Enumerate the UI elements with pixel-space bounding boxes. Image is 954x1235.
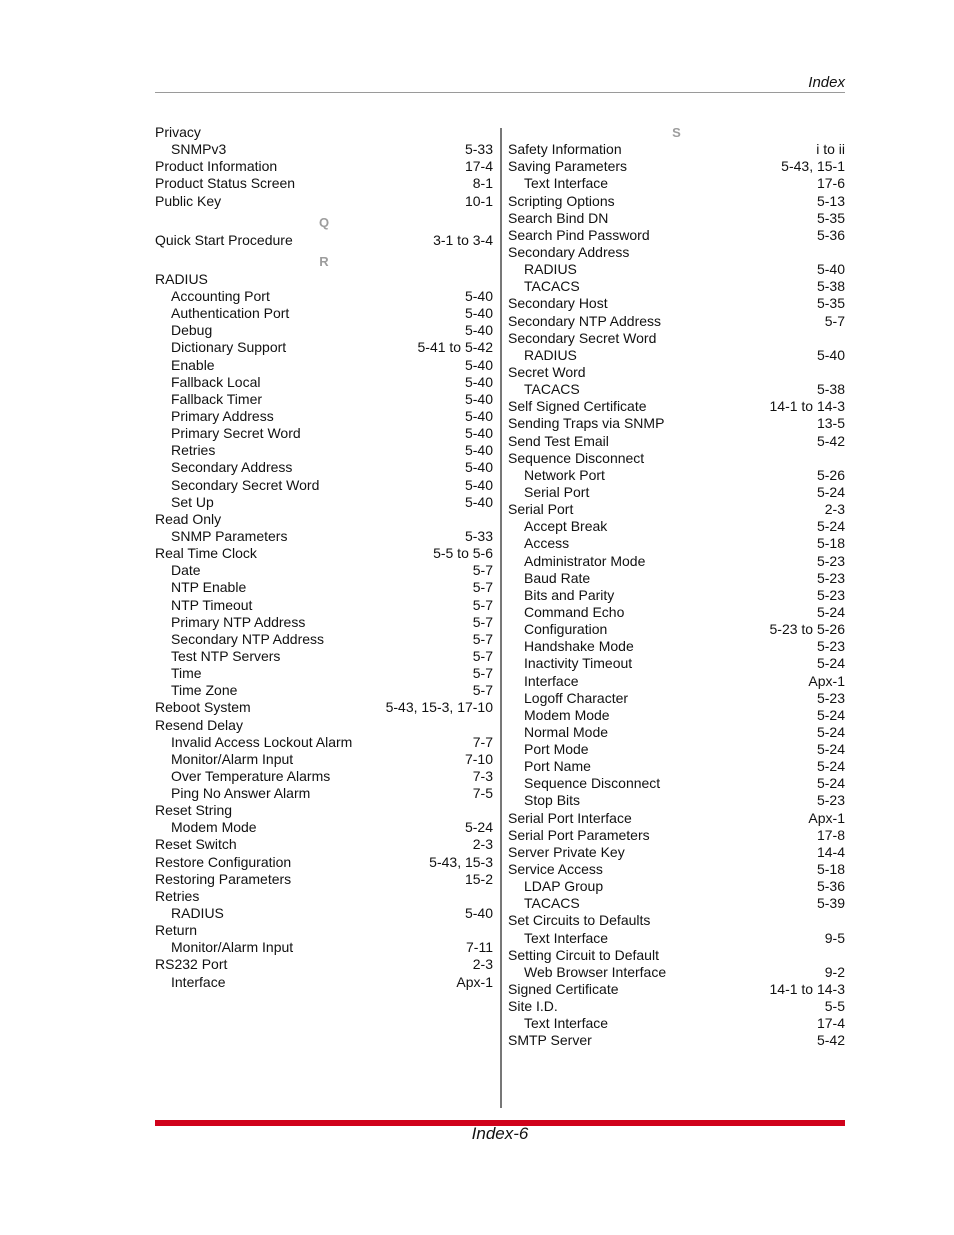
entry-pages: 5-36 [816,878,845,895]
entry-term: Server Private Key [508,843,625,860]
entry-pages: 5-7 [472,682,493,699]
entry-term: Serial Port Parameters [508,826,650,843]
index-entry [508,861,845,878]
entry-pages: 9-2 [824,963,845,980]
index-entry [155,802,493,819]
entry-term: Reset String [155,802,233,819]
entry-term: Authentication Port [171,305,290,322]
index-subentry [508,621,845,638]
index-entry [508,912,845,929]
index-subentry [508,278,845,295]
entry-pages: 10-1 [464,192,493,209]
entry-term: Retries [155,887,200,904]
index-entry [155,545,493,562]
running-header-title: Index [808,74,845,91]
entry-term: Test NTP Servers [171,647,281,664]
entry-term: TACACS [524,381,580,398]
entry-term: Secondary Secret Word [508,329,657,346]
entry-pages: 5-24 [816,603,845,620]
entry-term: Secondary Address [508,243,630,260]
entry-term: SNMP Parameters [171,527,288,544]
index-column-left [155,124,493,991]
entry-pages: 5-24 [816,741,845,758]
index-subentry [508,175,845,192]
entry-term: RADIUS [524,346,577,363]
entry-term: Secondary NTP Address [171,630,325,647]
entry-term: Administrator Mode [524,552,646,569]
entry-pages: 7-7 [472,733,493,750]
entry-pages: 5-38 [816,278,845,295]
index-subentry [508,690,845,707]
entry-pages: 5-7 [472,579,493,596]
index-entry [155,717,493,734]
entry-term: SNMPv3 [171,141,227,158]
entry-pages: 5-40 [464,905,493,922]
index-subentry [508,638,845,655]
index-entry [155,271,493,288]
entry-pages: 5-40 [464,390,493,407]
index-subentry [508,553,845,570]
index-entry [155,232,493,249]
index-entry [508,947,845,964]
index-subentry [155,597,493,614]
entry-pages: 5-7 [472,596,493,613]
index-entry [508,398,845,415]
entry-term: Monitor/Alarm Input [171,939,294,956]
entry-pages: 5-23 [816,689,845,706]
index-subentry [508,673,845,690]
index-entry [155,956,493,973]
entry-pages: i to ii [816,141,845,158]
entry-pages: 5-40 [464,476,493,493]
entry-term: Enable [171,356,215,373]
index-subentry [155,288,493,305]
entry-term: RADIUS [524,261,577,278]
entry-term: TACACS [524,278,580,295]
entry-term: RADIUS [171,905,224,922]
entry-term: Site I.D. [508,998,558,1015]
index-subentry [155,614,493,631]
entry-pages: 5-5 to 5-6 [433,545,493,562]
entry-term: Command Echo [524,603,625,620]
entry-pages: 5-43, 15-3, 17-10 [385,699,493,716]
index-subentry [155,141,493,158]
entry-term: Primary Secret Word [171,425,301,442]
entry-term: Real Time Clock [155,545,257,562]
entry-pages: 5-35 [816,209,845,226]
entry-pages: 14-1 to 14-3 [769,398,845,415]
entry-term: Interface [171,973,226,990]
entry-term: Serial Port Interface [508,809,632,826]
index-entry [508,364,845,381]
entry-pages: 5-42 [816,432,845,449]
index-subentry [508,930,845,947]
index-subentry [155,374,493,391]
index-entry [508,330,845,347]
entry-term: TACACS [524,895,580,912]
index-subentry [155,305,493,322]
entry-pages: Apx-1 [808,809,845,826]
index-subentry [508,775,845,792]
entry-term: Retries [171,442,216,459]
entry-term: Return [155,922,198,939]
entry-term: Secondary Secret Word [171,476,320,493]
index-subentry [508,381,845,398]
entry-pages: 5-18 [816,535,845,552]
index-subentry [155,682,493,699]
entry-pages: 13-5 [816,415,845,432]
index-entry [155,922,493,939]
entry-pages: 7-11 [466,939,493,956]
index-entry [508,998,845,1015]
index-subentry [508,484,845,501]
entry-term: Saving Parameters [508,158,628,175]
entry-term: Reset Switch [155,836,237,853]
entry-pages: 5-43, 15-3 [429,853,493,870]
entry-term: Fallback Timer [171,390,263,407]
entry-term: Secret Word [508,363,586,380]
entry-term: Secondary NTP Address [508,312,662,329]
entry-term: Modem Mode [171,819,257,836]
entry-pages: 14-4 [816,843,845,860]
entry-term: Quick Start Procedure [155,231,293,248]
entry-term: NTP Enable [171,579,247,596]
index-subentry [155,785,493,802]
section-letter: S [672,125,681,140]
entry-pages: 5-7 [472,647,493,664]
entry-term: Dictionary Support [171,339,287,356]
entry-term: Service Access [508,861,603,878]
entry-pages: 5-23 [816,552,845,569]
index-entry [508,981,845,998]
index-entry [155,888,493,905]
entry-pages: 7-3 [472,767,493,784]
index-entry [508,141,845,158]
entry-term: Serial Port [508,501,574,518]
entry-term: RS232 Port [155,956,228,973]
entry-pages: 5-7 [824,312,845,329]
entry-term: Send Test Email [508,432,609,449]
entry-term: Resend Delay [155,716,243,733]
entry-term: Over Temperature Alarms [171,767,331,784]
entry-term: Reboot System [155,699,251,716]
entry-term: Text Interface [524,175,609,192]
entry-term: Signed Certificate [508,981,619,998]
index-subentry [155,939,493,956]
index-subentry [155,734,493,751]
index-subentry [155,648,493,665]
entry-term: RADIUS [155,270,208,287]
entry-term: Stop Bits [524,792,581,809]
entry-term: Fallback Local [171,373,261,390]
entry-pages: 5-39 [816,895,845,912]
entry-pages: 2-3 [472,836,493,853]
entry-pages: 5-24 [816,706,845,723]
index-subentry [508,724,845,741]
entry-pages: 5-33 [464,527,493,544]
index-subentry [508,895,845,912]
entry-term: Accept Break [524,518,608,535]
entry-pages: 2-3 [824,501,845,518]
index-subentry [155,579,493,596]
entry-term: Modem Mode [524,706,610,723]
index-subentry [155,819,493,836]
entry-pages: 5-35 [816,295,845,312]
entry-pages: 5-24 [816,723,845,740]
index-entry [155,836,493,853]
index-subentry [155,408,493,425]
entry-pages: 5-24 [816,483,845,500]
entry-term: Sequence Disconnect [524,775,661,792]
index-entry [155,854,493,871]
entry-pages: 5-40 [464,459,493,476]
entry-term: Sending Traps via SNMP [508,415,665,432]
entry-pages: 5-7 [472,665,493,682]
entry-term: Primary NTP Address [171,613,306,630]
column-divider [500,128,502,1108]
index-entry [155,124,493,141]
entry-term: Normal Mode [524,723,609,740]
entry-pages: Apx-1 [456,973,493,990]
index-entry [155,175,493,192]
entry-term: Restore Configuration [155,853,292,870]
index-subentry [508,570,845,587]
entry-term: Web Browser Interface [524,963,667,980]
entry-pages: 5-40 [464,322,493,339]
index-entry [508,827,845,844]
index-subentry [155,751,493,768]
entry-term: Accounting Port [171,287,270,304]
index-entry [155,158,493,175]
entry-term: Privacy [155,124,201,140]
entry-term: Secondary Address [171,459,293,476]
index-subentry [155,768,493,785]
index-subentry [155,357,493,374]
index-entry [155,193,493,210]
entry-pages: 7-5 [472,785,493,802]
entry-term: Interface [524,672,579,689]
index-subentry [508,964,845,981]
index-entry [508,810,845,827]
entry-pages: 5-23 [816,792,845,809]
entry-term: Bits and Parity [524,586,615,603]
index-subentry [155,562,493,579]
index-subentry [155,322,493,339]
entry-pages: 5-33 [464,141,493,158]
section-letter: Q [318,214,330,230]
index-column-right [508,124,845,1050]
entry-term: Port Name [524,758,591,775]
index-entry [508,415,845,432]
entry-pages: 5-36 [816,226,845,243]
entry-term: Monitor/Alarm Input [171,750,294,767]
entry-pages: 5-40 [816,346,845,363]
entry-pages: Apx-1 [808,672,845,689]
entry-pages: 17-6 [816,175,845,192]
entry-term: Debug [171,322,213,339]
entry-pages: 5-40 [464,305,493,322]
index-subentry [155,631,493,648]
index-entry [508,158,845,175]
entry-pages: 5-13 [816,192,845,209]
index-subentry [155,494,493,511]
entry-pages: 5-43, 15-1 [781,158,845,175]
entry-pages: 5-40 [464,356,493,373]
index-subentry [155,905,493,922]
index-subentry [508,1015,845,1032]
entry-pages: 5-24 [464,819,493,836]
entry-term: Scripting Options [508,192,615,209]
entry-pages: 5-40 [464,287,493,304]
entry-pages: 5-24 [816,655,845,672]
index-subentry [508,707,845,724]
index-subentry [508,655,845,672]
index-entry [508,450,845,467]
entry-pages: 5-40 [464,442,493,459]
entry-pages: 5-23 [816,586,845,603]
entry-term: Secondary Host [508,295,608,312]
entry-term: Configuration [524,621,608,638]
entry-term: Sequence Disconnect [508,449,645,466]
entry-term: Serial Port [524,483,590,500]
entry-pages: 5-24 [816,775,845,792]
index-subentry [155,339,493,356]
entry-pages: 5-7 [472,630,493,647]
index-subentry [508,467,845,484]
entry-term: Time [171,665,202,682]
entry-pages: 5-40 [464,425,493,442]
index-subentry [155,665,493,682]
entry-term: Inactivity Timeout [524,655,633,672]
entry-pages: 17-4 [816,1015,845,1032]
index-subentry [155,425,493,442]
entry-term: Time Zone [171,682,238,699]
entry-term: Text Interface [524,1015,609,1032]
entry-pages: 5-24 [816,518,845,535]
index-subentry [155,974,493,991]
entry-term: Setting Circuit to Default [508,946,659,963]
index-entry [155,511,493,528]
entry-term: Self Signed Certificate [508,398,647,415]
entry-pages: 14-1 to 14-3 [769,981,845,998]
entry-pages: 5-40 [816,261,845,278]
entry-pages: 5-7 [472,613,493,630]
index-subentry [508,518,845,535]
index-entry [508,433,845,450]
index-subentry [508,587,845,604]
index-subentry [508,535,845,552]
entry-term: Search Pind Password [508,226,650,243]
entry-term: Port Mode [524,741,589,758]
entry-pages: 17-4 [464,158,493,175]
entry-pages: 5-40 [464,407,493,424]
section-letter: R [319,253,329,269]
entry-term: Network Port [524,466,605,483]
index-entry [508,1032,845,1049]
index-subentry [155,459,493,476]
entry-term: Safety Information [508,141,622,158]
index-entry [155,699,493,716]
index-entry [508,227,845,244]
index-subentry [155,391,493,408]
entry-term: Baud Rate [524,569,591,586]
entry-term: Invalid Access Lockout Alarm [171,733,353,750]
index-subentry [508,347,845,364]
entry-term: Product Information [155,158,278,175]
entry-term: SMTP Server [508,1032,592,1049]
entry-term: Primary Address [171,407,274,424]
index-subentry [508,741,845,758]
entry-pages: 5-18 [816,861,845,878]
header-rule [155,92,845,93]
index-entry [508,244,845,261]
entry-term: Restoring Parameters [155,870,292,887]
entry-pages: 5-40 [464,493,493,510]
entry-term: Text Interface [524,929,609,946]
index-entry [508,210,845,227]
entry-term: Ping No Answer Alarm [171,785,311,802]
index-entry [508,295,845,312]
entry-pages: 5-40 [464,373,493,390]
entry-term: Set Circuits to Defaults [508,912,651,929]
entry-term: Product Status Screen [155,175,296,192]
index-entry [155,871,493,888]
index-subentry [155,442,493,459]
entry-term: Set Up [171,493,214,510]
entry-pages: 5-41 to 5-42 [417,339,493,356]
index-entry [508,501,845,518]
entry-term: Search Bind DN [508,209,609,226]
entry-term: LDAP Group [524,878,604,895]
entry-pages: 3-1 to 3-4 [433,231,493,248]
index-entry [508,844,845,861]
entry-pages: 5-38 [816,381,845,398]
entry-pages: 17-8 [816,826,845,843]
entry-pages: 15-2 [464,870,493,887]
entry-pages: 7-10 [464,750,493,767]
entry-term: Read Only [155,510,222,527]
index-subentry [508,792,845,809]
index-subentry [508,604,845,621]
entry-pages: 5-24 [816,758,845,775]
entry-pages: 2-3 [472,956,493,973]
index-entry [508,193,845,210]
index-subentry [155,477,493,494]
index-subentry [508,878,845,895]
entry-term: Handshake Mode [524,638,634,655]
entry-pages: 5-26 [816,466,845,483]
entry-pages: 9-5 [824,929,845,946]
entry-term: NTP Timeout [171,596,253,613]
entry-pages: 5-5 [824,998,845,1015]
entry-term: Access [524,535,570,552]
entry-term: Public Key [155,192,222,209]
page-number: Index-6 [471,1124,529,1143]
index-subentry [508,261,845,278]
index-subentry [508,758,845,775]
index-subentry [155,528,493,545]
entry-pages: 5-42 [816,1032,845,1049]
entry-pages: 5-23 [816,638,845,655]
entry-pages: 5-7 [472,562,493,579]
index-entry [508,313,845,330]
entry-term: Date [171,562,201,579]
entry-term: Logoff Character [524,689,629,706]
entry-pages: 5-23 [816,569,845,586]
entry-pages: 8-1 [472,175,493,192]
entry-pages: 5-23 to 5-26 [769,621,845,638]
